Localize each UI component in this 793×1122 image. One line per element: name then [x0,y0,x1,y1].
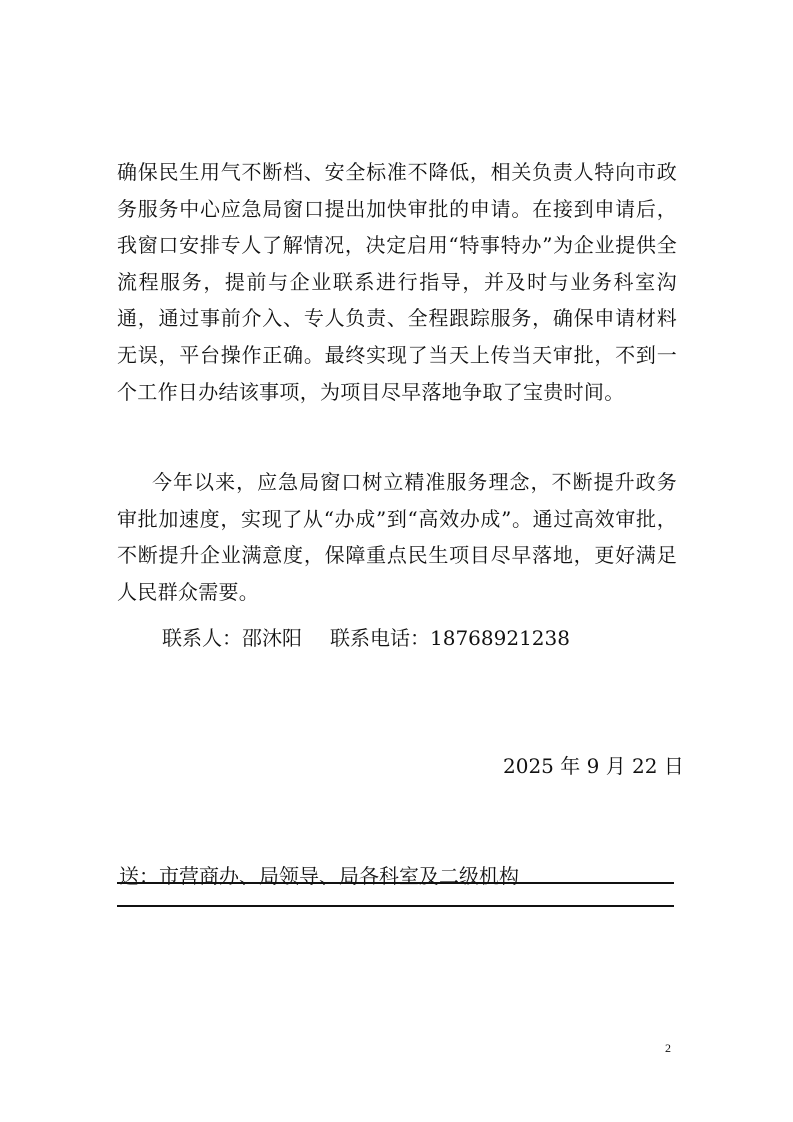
contact-phone-number: 18768921238 [430,626,570,650]
contact-line [162,624,570,652]
distribution-list: 送：市营商办、局领导、局各科室及二级机构 [119,864,519,888]
page-number: 2 [665,1041,671,1055]
document-date: 2025 年 9 月 22 日 [503,754,684,778]
distribution-top-rule [117,882,674,884]
distribution-bottom-rule [117,905,674,907]
body-paragraph-1 [117,154,677,410]
contact-person-name: 邵沐阳 [242,626,302,650]
body-paragraph-2 [117,464,677,610]
paragraph-text: 确保民生用气不断档、安全标准不降低，相关负责人特向市政务服务中心应急局窗口提出加快审批的申请。在接到申请后，我窗口安排专人了解情况，决定启用“特事特办”为企业提供全流程服务，提前与企业联系进行指导，并及时与业务科室沟通，通过事前介入、专人负责、全程跟踪服务，确保申请材料无误，平台操作正确。最终实现了当天上传当天审批，不到一个工作日办结该事项，为项目尽早落地争取了宝贵时间。 [117,160,677,404]
paragraph-text: 今年以来，应急局窗口树立精准服务理念，不断提升政务审批加速度，实现了从“办成”到“高效办成”。通过高效审批，不断提升企业满意度，保障重点民生项目尽早落地，更好满足人民群众需要。 [117,470,677,604]
contact-person-label: 联系人： [162,626,242,650]
contact-phone-label: 联系电话： [330,626,430,650]
